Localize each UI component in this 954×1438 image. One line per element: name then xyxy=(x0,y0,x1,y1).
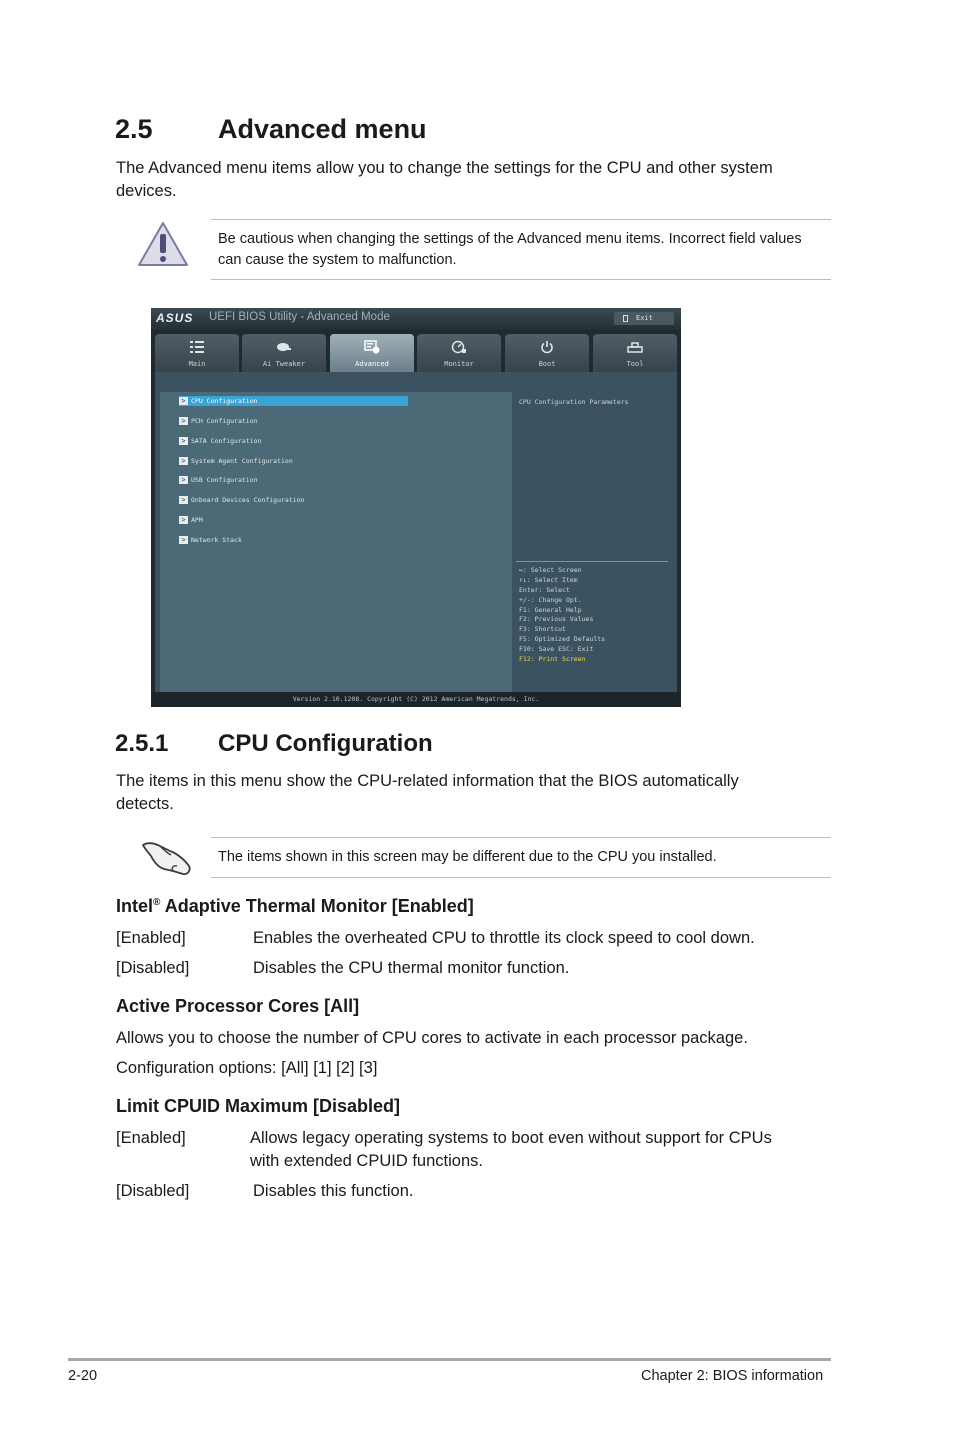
page-number: 2-20 xyxy=(68,1368,98,1384)
cpuid-opt-enabled-desc xyxy=(250,1127,820,1173)
key-hint: F10: Save ESC: Exit xyxy=(519,645,594,654)
bios-content-area xyxy=(155,372,677,692)
bios-version-bar: Version 2.10.1208. Copyright (C) 2012 American Megatrends, Inc. xyxy=(151,692,681,707)
bios-key-legend xyxy=(519,566,669,665)
submenu-arrow-icon: > xyxy=(179,417,188,425)
bios-title: UEFI BIOS Utility - Advanced Mode xyxy=(209,311,390,323)
subsection-title: CPU Configuration xyxy=(218,730,433,757)
key-hint: ↑↓: Select Item xyxy=(519,575,578,584)
cpuid-enabled-desc-line2: with extended CPUID functions. xyxy=(250,1152,483,1170)
bios-item-system-agent-configuration[interactable] xyxy=(179,456,293,466)
cpuid-opt-disabled-desc: Disables this function. xyxy=(253,1182,414,1200)
tab-main-label: Main xyxy=(188,360,206,368)
section-title: Advanced menu xyxy=(218,114,427,144)
tab-ai-tweaker-label: Ai Tweaker xyxy=(262,360,306,368)
bios-item-label: USB Configuration xyxy=(191,476,258,484)
bios-item-label: SATA Configuration xyxy=(191,437,262,445)
thermal-heading-title: Adaptive Thermal Monitor [Enabled] xyxy=(160,896,474,916)
bios-title-bar xyxy=(151,308,681,330)
bios-item-sata-configuration[interactable] xyxy=(179,436,261,446)
caution-note xyxy=(211,219,831,280)
advanced-icon xyxy=(364,340,380,354)
section-heading xyxy=(115,114,427,145)
registered-mark: ® xyxy=(153,897,161,908)
submenu-arrow-icon: > xyxy=(179,536,188,544)
tweaker-icon xyxy=(276,340,292,354)
submenu-arrow-icon: > xyxy=(179,457,188,465)
bios-item-label: Onboard Devices Configuration xyxy=(191,496,305,504)
tab-main[interactable] xyxy=(155,334,239,372)
section-intro-line2: devices. xyxy=(116,182,177,200)
thermal-opt-disabled-label: [Disabled] xyxy=(116,959,190,977)
caution-line2: can cause the system to malfunction. xyxy=(218,252,457,268)
bios-help-divider xyxy=(516,561,668,562)
active-cores-heading: Active Processor Cores [All] xyxy=(116,996,360,1016)
active-cores-options: Configuration options: [All] [1] [2] [3] xyxy=(116,1059,378,1077)
bios-item-usb-configuration[interactable] xyxy=(179,475,258,485)
note-text: The items shown in this screen may be different due to the CPU you installed. xyxy=(218,849,717,865)
bios-item-label: APM xyxy=(191,516,203,524)
submenu-arrow-icon: > xyxy=(179,397,188,405)
bios-screenshot xyxy=(151,308,681,707)
footer-rule xyxy=(68,1358,831,1361)
cpuid-opt-enabled-label: [Enabled] xyxy=(116,1129,186,1147)
submenu-arrow-icon: > xyxy=(179,516,188,524)
bios-item-network-stack[interactable] xyxy=(179,535,242,545)
key-hint-print-screen: F12: Print Screen xyxy=(519,655,586,664)
subsection-intro-line1: The items in this menu show the CPU-related information that the BIOS automatically xyxy=(116,772,739,790)
cpuid-enabled-desc-line1: Allows legacy operating systems to boot even without support for CPUs xyxy=(250,1129,772,1147)
section-intro-line1: The Advanced menu items allow you to change the settings for the CPU and other system xyxy=(116,159,773,177)
power-icon xyxy=(539,340,555,354)
bios-item-label: System Agent Configuration xyxy=(191,457,293,465)
list-icon xyxy=(189,340,205,354)
exit-button[interactable] xyxy=(614,312,674,325)
key-hint: F1: General Help xyxy=(519,605,582,614)
thermal-heading-brand: Intel xyxy=(116,896,154,916)
bios-item-cpu-configuration[interactable] xyxy=(179,396,408,406)
cpuid-opt-disabled-label: [Disabled] xyxy=(116,1182,190,1200)
tab-monitor[interactable] xyxy=(417,334,501,372)
tab-boot-label: Boot xyxy=(538,360,556,368)
note-hand-icon xyxy=(140,838,194,878)
tab-tool-label: Tool xyxy=(626,360,644,368)
section-number: 2.5 xyxy=(115,114,153,144)
caution-line1: Be cautious when changing the settings of the Advanced menu items. Incorrect field values xyxy=(218,231,802,247)
submenu-arrow-icon: > xyxy=(179,496,188,504)
exit-label: Exit xyxy=(636,314,653,322)
active-cores-desc: Allows you to choose the number of CPU cores to activate in each processor package. xyxy=(116,1029,748,1047)
tab-advanced[interactable] xyxy=(330,334,414,372)
bios-item-apm[interactable] xyxy=(179,515,203,525)
subsection-heading xyxy=(115,730,433,758)
section-intro xyxy=(116,157,836,203)
note-box xyxy=(211,837,831,878)
key-hint: F2: Previous Values xyxy=(519,615,594,624)
key-hint: F3: Shortcut xyxy=(519,625,566,634)
submenu-arrow-icon: > xyxy=(179,437,188,445)
bios-help-title: CPU Configuration Parameters xyxy=(519,398,629,406)
bios-item-label: Network Stack xyxy=(191,536,242,544)
thermal-monitor-heading xyxy=(116,896,474,917)
exit-icon xyxy=(623,315,628,322)
subsection-intro xyxy=(116,770,836,816)
thermal-opt-enabled-label: [Enabled] xyxy=(116,929,186,947)
subsection-number: 2.5.1 xyxy=(115,730,169,757)
tool-icon xyxy=(627,340,643,354)
tab-ai-tweaker[interactable] xyxy=(242,334,326,372)
subsection-intro-line2: detects. xyxy=(116,795,174,813)
tab-tool[interactable] xyxy=(593,334,677,372)
thermal-opt-disabled-desc: Disables the CPU thermal monitor function. xyxy=(253,959,570,977)
tab-monitor-label: Monitor xyxy=(444,360,474,368)
bios-item-pch-configuration[interactable] xyxy=(179,416,258,426)
caution-triangle-icon xyxy=(137,220,189,268)
key-hint: +/-: Change Opt. xyxy=(519,595,582,604)
monitor-gauge-icon xyxy=(451,340,467,354)
cpuid-heading: Limit CPUID Maximum [Disabled] xyxy=(116,1096,401,1116)
key-hint: Enter: Select xyxy=(519,585,570,594)
bios-item-onboard-devices-configuration[interactable] xyxy=(179,495,305,505)
asus-logo: ASUS xyxy=(156,311,194,325)
tab-advanced-label: Advanced xyxy=(355,360,389,368)
chapter-title: Chapter 2: BIOS information xyxy=(641,1368,824,1384)
thermal-opt-enabled-desc: Enables the overheated CPU to throttle its clock speed to cool down. xyxy=(253,929,755,947)
submenu-arrow-icon: > xyxy=(179,476,188,484)
bios-item-label: PCH Configuration xyxy=(191,417,258,425)
key-hint: ↔: Select Screen xyxy=(519,566,582,574)
key-hint: F5: Optimized Defaults xyxy=(519,635,606,644)
bios-item-label: CPU Configuration xyxy=(191,397,258,405)
tab-boot[interactable] xyxy=(505,334,589,372)
